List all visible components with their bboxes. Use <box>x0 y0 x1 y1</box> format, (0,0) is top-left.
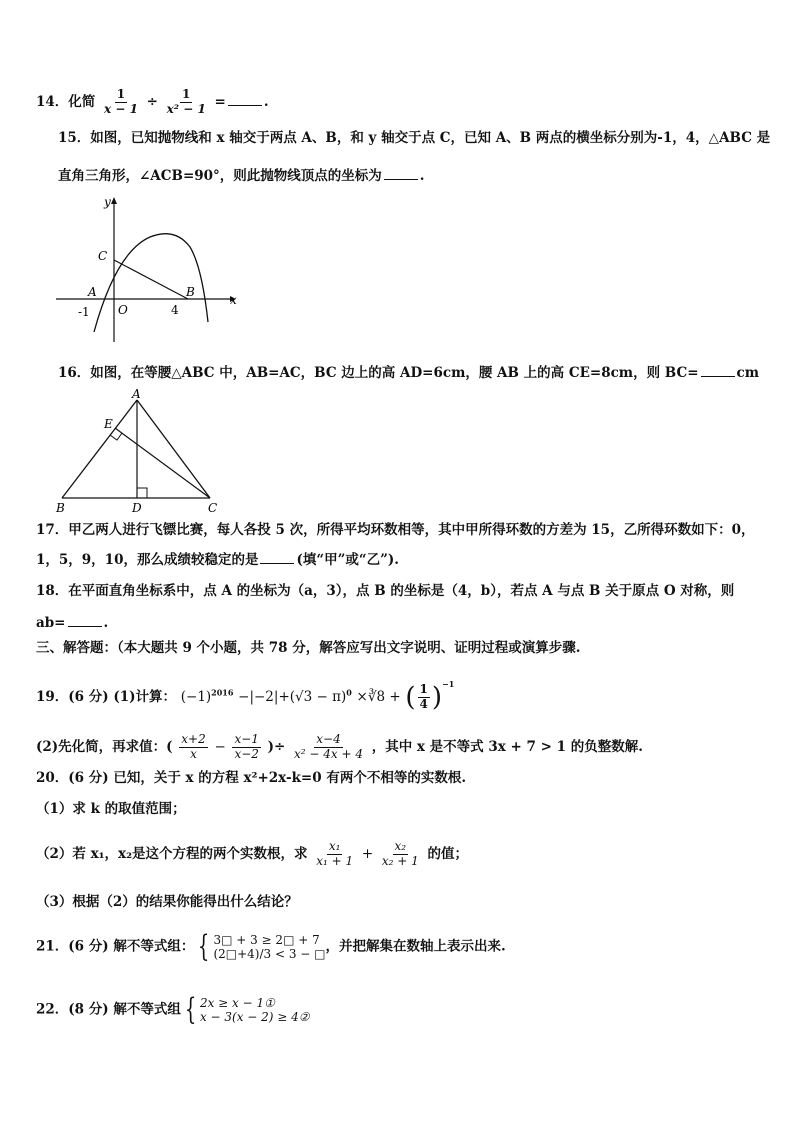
point-e-label: E <box>104 417 113 431</box>
expr-term2: −|−2|+(√3 − π) <box>238 689 347 705</box>
answer-blank <box>701 366 735 377</box>
q20-sub2-text: （2）若 x₁，x₂是这个方程的两个实数根，求 <box>36 845 308 862</box>
tick-minus-1: -1 <box>78 305 90 319</box>
q20-sub2-end: 的值； <box>427 845 468 862</box>
q20-sub3: （3）根据（2）的结果你能得出什么结论？ <box>36 894 298 910</box>
q20-sub1: （1）求 k 的取值范围； <box>36 801 186 817</box>
q16-text: 16．如图，在等腰△ABC 中，AB=AC，BC 边上的高 AD=6cm，腰 AB 上的高 CE=8cm，则 BC= <box>58 365 699 381</box>
inequality-2: (2□+4)/3 < 3 − □ <box>213 947 326 961</box>
question-14 <box>36 88 269 117</box>
question-21: 21．(6 分) 解不等式组： { 3□ + 3 ≥ 2□ + 7 (2□+4)/3 < 3 − □ ，并把解集在数轴上表示出来. <box>36 929 506 964</box>
q14-label: 14．化简 <box>36 93 96 110</box>
answer-blank <box>260 553 294 564</box>
question-16 <box>58 366 759 381</box>
expr-term1: (−1) <box>180 689 212 705</box>
triangle-figure <box>52 386 232 516</box>
q18-line2 <box>36 616 108 631</box>
q18-text: ab= <box>36 615 66 631</box>
q19-part1: 19．(6 分) (1)计算： $(-1)^{2016} -|-2|+(√3 - \pi)^0$ ×∛8 + ( $\frac{1}{4}$ )$^{-1}$ <box>36 679 455 713</box>
q19-part2-label: (2)先化简，再求值：( <box>36 738 173 755</box>
answer-blank <box>384 169 418 180</box>
point-b-label: B <box>56 501 65 515</box>
q19-part1-label: (1)计算： <box>113 689 177 705</box>
exponent-2016: 2016 <box>211 687 234 698</box>
fraction-quarter: $\frac{1}{4}$ <box>419 682 428 711</box>
question-22: 22．(8 分) 解不等式组 { 2x ≥ x − 1① x − 3(x − 2) ≥ 4② <box>36 992 310 1027</box>
point-a-label: A <box>132 387 141 401</box>
inequality-1: 3□ + 3 ≥ 2□ + 7 <box>213 932 320 947</box>
fraction-1: $\frac{1}{x - 1}$ <box>104 87 138 116</box>
fraction-a: $\frac{x+2}{x}$ <box>181 732 206 761</box>
unit: cm <box>736 365 760 381</box>
q17-line1: 17．甲乙两人进行飞镖比赛，每人各投 5 次，所得平均环数相等，其中甲所得环数的方差为 15，乙所得环数如下：0， <box>36 522 755 538</box>
fraction-x2: $\frac{\text{x₂}}{\text{x₂ + 1}}$ <box>381 839 419 868</box>
q15-line1: 15．如图，已知抛物线和 x 轴交于两点 A、B，和 y 轴交于点 C，已知 A、B 两点的横坐标分别为-1，4，△ABC 是 <box>58 130 771 146</box>
point-b-label: B <box>186 285 195 299</box>
answer-blank <box>68 616 102 627</box>
fraction-x1: $\frac{\text{x₁}}{\text{x₁ + 1}}$ <box>316 839 354 868</box>
q19-condition: ，其中 x 是不等式 3x + 7 > 1 的负整数解. <box>371 738 643 755</box>
q17-text: 1，5，9，10，那么成绩较稳定的是 <box>36 552 259 568</box>
period: . <box>419 168 425 184</box>
expr-term3: ×∛8 + <box>356 689 401 705</box>
q22-label: 22．(8 分) 解不等式组 <box>36 1001 181 1018</box>
q19-label: 19．(6 分) <box>36 689 109 705</box>
fraction-b: $\frac{x-1}{x-2}$ <box>234 732 259 761</box>
period: . <box>263 93 269 110</box>
fraction-2: $\frac{1}{\text{x² − 1}}$ <box>166 87 206 116</box>
inequality-system <box>200 996 310 1025</box>
plus-sign: + <box>361 845 374 862</box>
divide-part: )÷ <box>267 738 286 755</box>
q18-line1: 18．在平面直角坐标系中，点 A 的坐标为（a，3），点 B 的坐标是（4，b），若点 A 与点 B 关于原点 O 对称，则 <box>36 583 735 599</box>
q19-part2 <box>36 733 643 762</box>
exponent-minus1: −1 <box>442 679 455 689</box>
inequality-system <box>213 933 325 962</box>
exponent-0: 0 <box>346 687 352 698</box>
q15-text: 直角三角形，∠ACB=90°，则此抛物线顶点的坐标为 <box>58 168 382 184</box>
point-c-label: C <box>98 249 108 263</box>
section-heading: 三、解答题：（本大题共 9 个小题，共 78 分，解答应写出文字说明、证明过程或演算步骤. <box>36 640 581 656</box>
fraction-c: $\frac{x-4}{\text{x² − 4x + 4}}$ <box>294 732 364 761</box>
q17-line2 <box>36 553 399 568</box>
q21-label: 21．(6 分) 解不等式组： <box>36 938 195 955</box>
point-a-label: A <box>88 285 97 299</box>
origin-label: O <box>118 303 128 317</box>
q17-hint: (填“甲”或“乙”). <box>296 552 400 568</box>
q20-sub2 <box>36 840 468 869</box>
period: . <box>103 615 109 631</box>
divide-sign: ÷ <box>146 93 158 110</box>
point-d-label: D <box>132 501 142 515</box>
parabola-figure <box>50 192 250 352</box>
point-c-label: C <box>208 501 218 515</box>
tick-4: 4 <box>171 303 179 317</box>
equals-sign: = <box>214 93 226 110</box>
inequality-2: x − 3(x − 2) ≥ 4② <box>199 1010 310 1024</box>
q20-line1: 20．(6 分) 已知，关于 x 的方程 x²+2x-k=0 有两个不相等的实数根. <box>36 770 467 786</box>
answer-blank <box>228 95 262 106</box>
q21-instruction: ，并把解集在数轴上表示出来. <box>325 938 506 955</box>
minus-sign: − <box>214 738 226 755</box>
inequality-1: 2x ≥ x − 1① <box>199 995 275 1010</box>
x-axis-label: x <box>230 293 237 307</box>
q15-line2 <box>58 169 425 184</box>
y-axis-label: y <box>104 195 111 209</box>
